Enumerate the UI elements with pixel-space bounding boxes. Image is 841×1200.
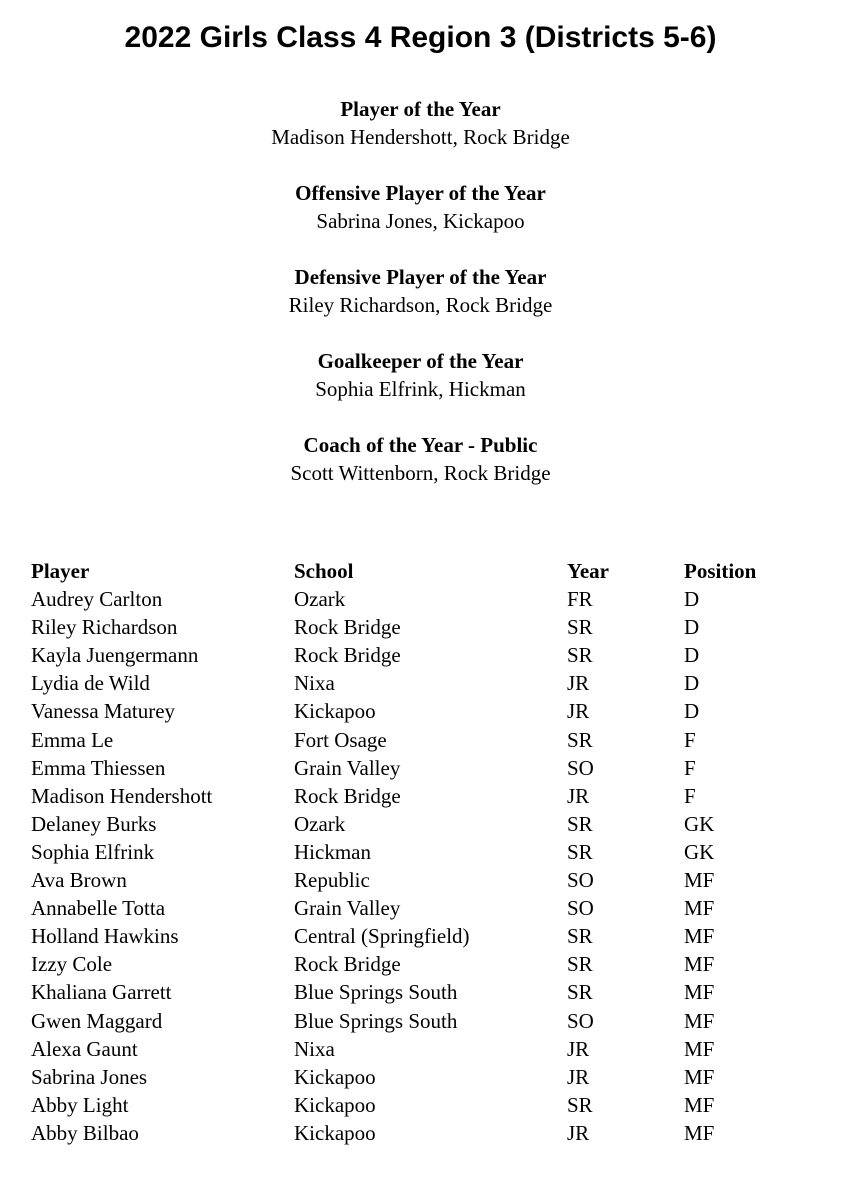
cell-player: Annabelle Totta bbox=[31, 896, 166, 921]
table-row bbox=[31, 697, 794, 725]
cell-school: Rock Bridge bbox=[294, 783, 401, 808]
table-row bbox=[31, 866, 794, 894]
cell-school: Rock Bridge bbox=[294, 615, 401, 640]
cell-school: Kickapoo bbox=[294, 1120, 376, 1145]
header-position: Position bbox=[684, 559, 757, 583]
cell-year: JR bbox=[567, 1120, 590, 1145]
roster-body bbox=[31, 585, 794, 1147]
award-winner: Sophia Elfrink, Hickman bbox=[315, 377, 526, 401]
cell-player: Riley Richardson bbox=[31, 615, 178, 640]
cell-player: Abby Bilbao bbox=[31, 1120, 139, 1145]
cell-school: Rock Bridge bbox=[294, 952, 401, 977]
table-row bbox=[31, 894, 794, 922]
cell-year: SR bbox=[567, 839, 593, 864]
cell-school: Kickapoo bbox=[294, 699, 376, 724]
cell-year: SR bbox=[567, 615, 593, 640]
table-row bbox=[31, 726, 794, 754]
cell-position: MF bbox=[684, 980, 715, 1005]
cell-year: SR bbox=[567, 924, 593, 949]
table-row bbox=[31, 1007, 794, 1035]
cell-player: Sophia Elfrink bbox=[31, 839, 155, 864]
cell-position: MF bbox=[684, 896, 715, 921]
cell-school: Ozark bbox=[294, 587, 346, 612]
cell-year: SR bbox=[567, 952, 593, 977]
award-winner: Sabrina Jones, Kickapoo bbox=[316, 209, 525, 233]
cell-position: D bbox=[684, 643, 700, 668]
table-row bbox=[31, 810, 794, 838]
cell-year: SO bbox=[567, 755, 594, 780]
cell-year: JR bbox=[567, 1064, 590, 1089]
cell-school: Nixa bbox=[294, 671, 335, 696]
cell-player: Audrey Carlton bbox=[31, 587, 163, 612]
cell-year: SO bbox=[567, 868, 594, 893]
table-row bbox=[31, 1091, 794, 1119]
table-row bbox=[31, 585, 794, 613]
cell-player: Emma Thiessen bbox=[31, 755, 166, 780]
award-title: Goalkeeper of the Year bbox=[317, 349, 524, 373]
cell-year: SR bbox=[567, 643, 593, 668]
cell-position: GK bbox=[684, 811, 715, 836]
award-title: Player of the Year bbox=[340, 97, 501, 121]
cell-position: MF bbox=[684, 1036, 715, 1061]
cell-position: D bbox=[684, 699, 700, 724]
cell-year: JR bbox=[567, 671, 590, 696]
award-title: Defensive Player of the Year bbox=[294, 265, 547, 289]
cell-position: MF bbox=[684, 924, 715, 949]
cell-year: SR bbox=[567, 980, 593, 1005]
cell-school: Ozark bbox=[294, 811, 346, 836]
cell-player: Izzy Cole bbox=[31, 952, 113, 977]
header-school: School bbox=[294, 559, 354, 583]
cell-player: Lydia de Wild bbox=[31, 671, 150, 696]
table-row bbox=[31, 1119, 794, 1147]
cell-player: Delaney Burks bbox=[31, 811, 157, 836]
cell-player: Holland Hawkins bbox=[31, 924, 179, 949]
cell-year: JR bbox=[567, 783, 590, 808]
table-row bbox=[31, 978, 794, 1006]
cell-player: Gwen Maggard bbox=[31, 1008, 163, 1033]
cell-position: F bbox=[684, 727, 696, 752]
cell-position: D bbox=[684, 615, 700, 640]
cell-player: Vanessa Maturey bbox=[31, 699, 176, 724]
cell-year: SR bbox=[567, 727, 593, 752]
cell-position: MF bbox=[684, 1064, 715, 1089]
cell-school: Kickapoo bbox=[294, 1064, 376, 1089]
award-goalkeeper-of-the-year bbox=[0, 347, 841, 431]
cell-position: MF bbox=[684, 1092, 715, 1117]
award-offensive-player-of-the-year bbox=[0, 179, 841, 263]
cell-player: Ava Brown bbox=[31, 868, 127, 893]
award-player-of-the-year bbox=[0, 95, 841, 179]
table-row bbox=[31, 613, 794, 641]
table-row bbox=[31, 669, 794, 697]
cell-school: Blue Springs South bbox=[294, 1008, 458, 1033]
cell-player: Sabrina Jones bbox=[31, 1064, 148, 1089]
cell-position: D bbox=[684, 671, 700, 696]
table-row bbox=[31, 950, 794, 978]
award-title: Coach of the Year - Public bbox=[303, 433, 538, 457]
award-defensive-player-of-the-year bbox=[0, 263, 841, 347]
table-row bbox=[31, 1035, 794, 1063]
cell-school: Kickapoo bbox=[294, 1092, 376, 1117]
cell-position: D bbox=[684, 587, 700, 612]
cell-player: Abby Light bbox=[31, 1092, 129, 1117]
cell-school: Republic bbox=[294, 868, 370, 893]
award-winner: Scott Wittenborn, Rock Bridge bbox=[290, 461, 551, 485]
award-winner: Riley Richardson, Rock Bridge bbox=[288, 293, 553, 317]
cell-school: Central (Springfield) bbox=[294, 924, 470, 949]
cell-school: Hickman bbox=[294, 839, 371, 864]
cell-player: Emma Le bbox=[31, 727, 114, 752]
awards-section bbox=[0, 95, 841, 515]
cell-position: F bbox=[684, 783, 696, 808]
roster-table bbox=[31, 557, 794, 1147]
page-title: 2022 Girls Class 4 Region 3 (Districts 5-6) bbox=[124, 21, 717, 54]
cell-player: Alexa Gaunt bbox=[31, 1036, 138, 1061]
award-title: Offensive Player of the Year bbox=[295, 181, 546, 205]
cell-player: Madison Hendershott bbox=[31, 783, 213, 808]
cell-year: FR bbox=[567, 587, 593, 612]
cell-year: SR bbox=[567, 1092, 593, 1117]
cell-year: JR bbox=[567, 699, 590, 724]
cell-school: Nixa bbox=[294, 1036, 335, 1061]
cell-position: MF bbox=[684, 952, 715, 977]
cell-year: SO bbox=[567, 1008, 594, 1033]
roster-header-row bbox=[31, 557, 794, 585]
header-year: Year bbox=[567, 559, 609, 583]
cell-position: MF bbox=[684, 868, 715, 893]
cell-school: Fort Osage bbox=[294, 727, 387, 752]
cell-position: F bbox=[684, 755, 696, 780]
award-winner: Madison Hendershott, Rock Bridge bbox=[271, 125, 570, 149]
table-row bbox=[31, 838, 794, 866]
award-coach-of-the-year bbox=[0, 431, 841, 515]
table-row bbox=[31, 782, 794, 810]
cell-year: JR bbox=[567, 1036, 590, 1061]
table-row bbox=[31, 1063, 794, 1091]
cell-school: Rock Bridge bbox=[294, 643, 401, 668]
cell-school: Blue Springs South bbox=[294, 980, 458, 1005]
table-row bbox=[31, 754, 794, 782]
cell-school: Grain Valley bbox=[294, 755, 401, 780]
header-player: Player bbox=[31, 559, 90, 583]
cell-position: GK bbox=[684, 839, 715, 864]
cell-position: MF bbox=[684, 1120, 715, 1145]
cell-year: SR bbox=[567, 811, 593, 836]
table-row bbox=[31, 922, 794, 950]
cell-position: MF bbox=[684, 1008, 715, 1033]
cell-year: SO bbox=[567, 896, 594, 921]
cell-player: Khaliana Garrett bbox=[31, 980, 172, 1005]
cell-school: Grain Valley bbox=[294, 896, 401, 921]
cell-player: Kayla Juengermann bbox=[31, 643, 199, 668]
table-row bbox=[31, 641, 794, 669]
